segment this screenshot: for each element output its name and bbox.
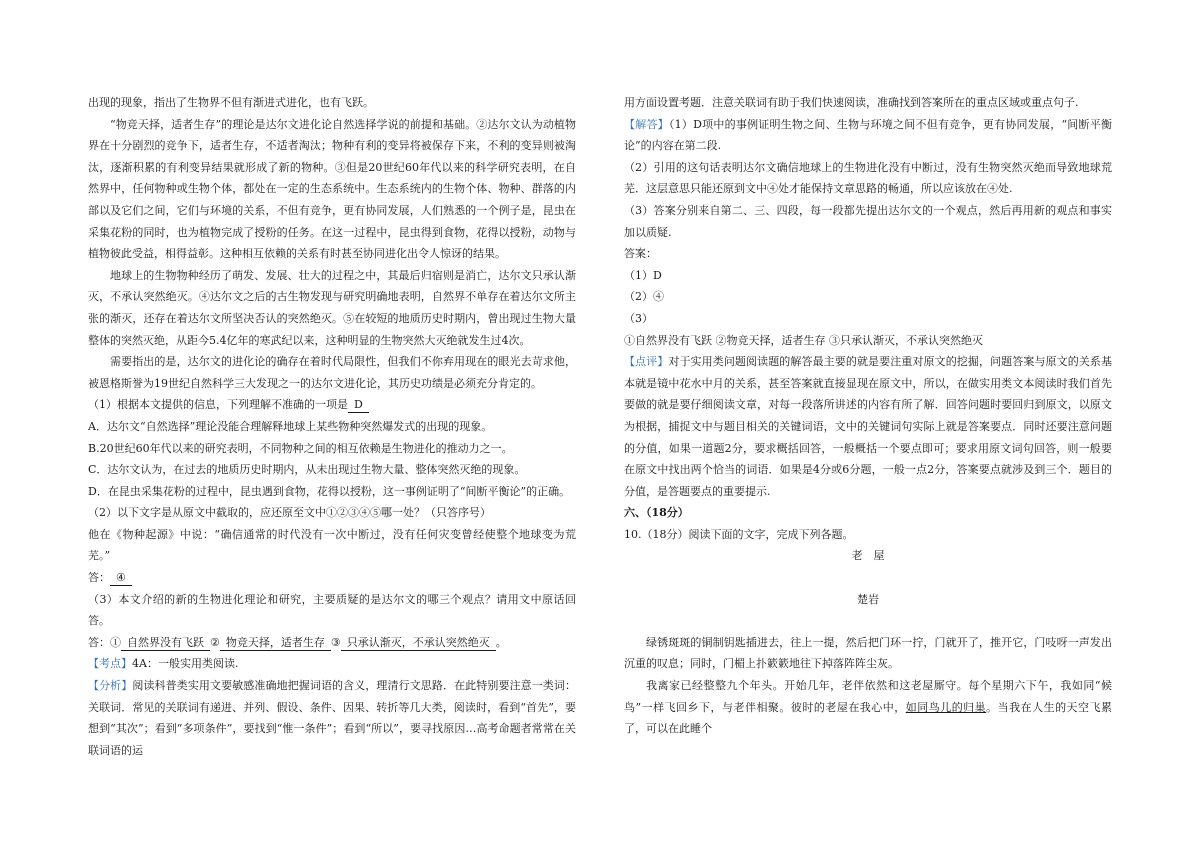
kaodian-text: 4A：一般实用类阅读. <box>132 657 239 671</box>
option-d: D．在昆虫采集花粉的过程中，昆虫遇到食物，花得以授粉，这一事例证明了“间断平衡论”的正确。 <box>88 484 571 498</box>
kaodian-tag: 【考点】 <box>88 657 132 671</box>
answer-marker: ② <box>210 635 220 649</box>
paragraph: （2）引用的这句话表明达尔文确信地球上的生物进化没有中断过，没有生物突然灭绝而导致地球荒芜．这层意思只能还原到文中④处才能保持文章思路的畅通，所以应该放在④处. <box>624 160 1112 196</box>
kaodian <box>88 653 576 675</box>
option-b: B.20世纪60年代以来的研究表明，不同物种之间的相互依赖是生物进化的推动力之一。 <box>88 441 513 455</box>
option-c: C．达尔文认为，在过去的地质历史时期内，从未出现过生物大量、整体突然灭绝的现象。 <box>88 463 526 477</box>
paragraph <box>624 675 1112 740</box>
answer-blank: 物竞天择，适者生存 <box>220 636 331 651</box>
paragraph: “物竞天择，适者生存”的理论是达尔文进化论自然选择学说的前提和基础。②达尔文认为动植物界在十分剧烈的竞争下，适者生存，不适者淘汰；物种有利的变异将被保存下来，不利的变异则被淘汰，逐渐积累的有利变异结果就形成了新的物种。③但是20世纪60年代以来的科学研究表明，在自然界中，任何物种或生物个体，都处在一定的生态系统中。生态系统内的生物个体、物种、群落的内部以及它们之间，它们与环境的关系，不但有竞争，更有协同发展，人们熟悉的一个例子是，昆虫在采集花粉的同时，也为植物完成了授粉的任务。在这一过程中，昆虫得到食物，花得以授粉，动物与植物彼此受益，相得益彰。这种相互依赖的关系有时甚至协同进化出令人惊讶的结果。 <box>88 117 576 261</box>
dianping-tag: 【点评】 <box>624 355 669 369</box>
quote: 他在《物种起源》中说：“确信通常的时代没有一次中断过，没有任何灾变曾经使整个地球变为荒芜。” <box>88 527 576 563</box>
answer-item: （2）④ <box>624 290 664 304</box>
jieda <box>624 114 1112 157</box>
answer-end: 。 <box>495 635 507 649</box>
article-author: 楚岩 <box>857 592 879 606</box>
answer-label: 答： <box>88 571 110 585</box>
paragraph: 需要指出的是，达尔文的进化论的确存在着时代局限性，但我们不你弃用现在的眼光去苛求他，被恩格斯誉为19世纪自然科学三大发现之一的达尔文进化论，其历史功绩是必须充分肯定的。 <box>88 355 576 390</box>
paragraph: 地球上的生物物种经历了萌发、发展、壮大的过程之中，其最后归宿则是消亡，达尔文只承认渐灭，不承认突然绝灭。④达尔文之后的古生物发现与研究明确地表明，自然界不单存在着达尔文所主张的渐灭，还存在着达尔文所坚决否认的突然绝灭。⑤在较短的地质历史时期内，曾出现过生物大量整体的突然灭绝，从距今5.4亿年的寒武纪以来，这种明显的生物突然大灭绝就发生过4次。 <box>88 268 576 347</box>
paragraph: 绿锈斑斑的铜制钥匙插进去，往上一提，然后把门环一拧，门就开了，推开它，门吱呀一声发出沉重的叹息；同时，门楣上扑簌簌地往下掉落阵阵尘灰。 <box>624 635 1112 671</box>
question-3: （3）本文介绍的新的生物进化理论和研究，主要质疑的是达尔文的哪三个观点？请用文中原话回答。 <box>88 592 576 628</box>
fenxi <box>88 675 576 761</box>
fenxi-tag: 【分析】 <box>88 679 133 693</box>
paragraph: 出现的现象，指出了生物界不但有渐进式进化，也有飞跃。 <box>88 96 374 109</box>
answer-item: （1）D <box>624 268 662 282</box>
answer-label: 答：① <box>88 635 121 649</box>
jieda-tag: 【解答】 <box>624 117 669 131</box>
paragraph: （3）答案分别来自第二、三、四段，每一段都先提出达尔文的一个观点，然后再用新的观点和事实加以质疑. <box>624 203 1112 239</box>
answer-line <box>88 632 576 654</box>
answer-item: （3） <box>624 311 653 325</box>
fenxi-text: 阅读科普类实用文要敏感准确地把握词语的含义，理清行文思路．在此特别要注意一类词：关联词．常见的关联词有递进、并列、假设、条件、因果、转折等几大类，阅读时，看到“首先”，要想到“其次”；看到“多项条件”，要找到“惟一条件”；看到“所以”，要寻找原因…高考命题者常常在关联词语的运 <box>88 679 576 757</box>
answer-line <box>88 567 576 589</box>
paragraph: 用方面设置考题．注意关联词有助于我们快速阅读，准确找到答案所在的重点区域或重点句子. <box>624 96 1079 109</box>
answer-blank: 自然界没有飞跃 <box>121 636 210 651</box>
section-heading: 六、（18分） <box>624 506 689 520</box>
underlined-text: 如同鸟儿的归巢 <box>905 700 987 714</box>
article-title: 老 屋 <box>851 549 885 563</box>
answer-blank: D <box>348 398 369 413</box>
text: 我离家已经整整九个年头。开始几年，老伴依然和这老屋厮守。每个星期六下午，我如同“候鸟”一样飞回乡下，与老伴相聚。彼时的老屋在我心中， <box>624 679 1112 714</box>
question-1 <box>88 394 576 416</box>
answer-marker: ③ <box>330 635 341 649</box>
text: 。当我在人生的天空飞累了，可以在此睡个 <box>624 700 1113 736</box>
answer-blank: ④ <box>110 571 132 586</box>
right-column <box>624 92 1112 740</box>
dianping <box>624 351 1112 502</box>
answer-label: 答案： <box>624 247 657 261</box>
dianping-text: 对于实用类问题阅读题的解答最主要的就是要注重对原文的挖掘，问题答案与原文的关系基本就是镜中花水中月的关系，甚至答案就直接显现在原文中，所以，在做实用类文本阅读时我们首先要做的就是要仔细阅读文章，对每一段落所讲述的内容有所了解．回答问题时要回归到原文，以原文为根据，捕捉文中与题目相关的关键词语，文中的关键词句实际上就是答案要点．同时还要注意问题的分值，如果一道题2分，要求概括回答，一般概括一个要点即可；要求用原文词句回答，则一般要在原文中找出两个恰当的词语．如果是4分或6分题，一般一点2分，答案要点就涉及到三个．题目的分值，是答题要点的重要提示. <box>624 355 1112 498</box>
question-text: （1）根据本文提供的信息，下列理解不准确的一项是 <box>88 398 348 412</box>
answer-item: ①自然界没有飞跃 ②物竞天择，适者生存 ③只承认渐灭，不承认突然绝灭 <box>624 333 983 347</box>
jieda-text: （1）D项中的事例证明生物之间、生物与环境之间不但有竞争，更有协同发展，“间断平衡论”的内容在第二段. <box>624 117 1112 153</box>
left-column <box>88 92 576 761</box>
question-10: 10.（18分）阅读下面的文字，完成下列各题。 <box>624 527 854 541</box>
option-a: A．达尔文“自然选择”理论没能合理解释地球上某些物种突然爆发式的出现的现象。 <box>88 419 493 433</box>
answer-blank: 只承认渐灭，不承认突然绝灭 <box>341 636 496 651</box>
question-2: （2）以下文字是从原文中截取的，应还原至文中①②③④⑤哪一处？（只答序号） <box>88 506 491 520</box>
